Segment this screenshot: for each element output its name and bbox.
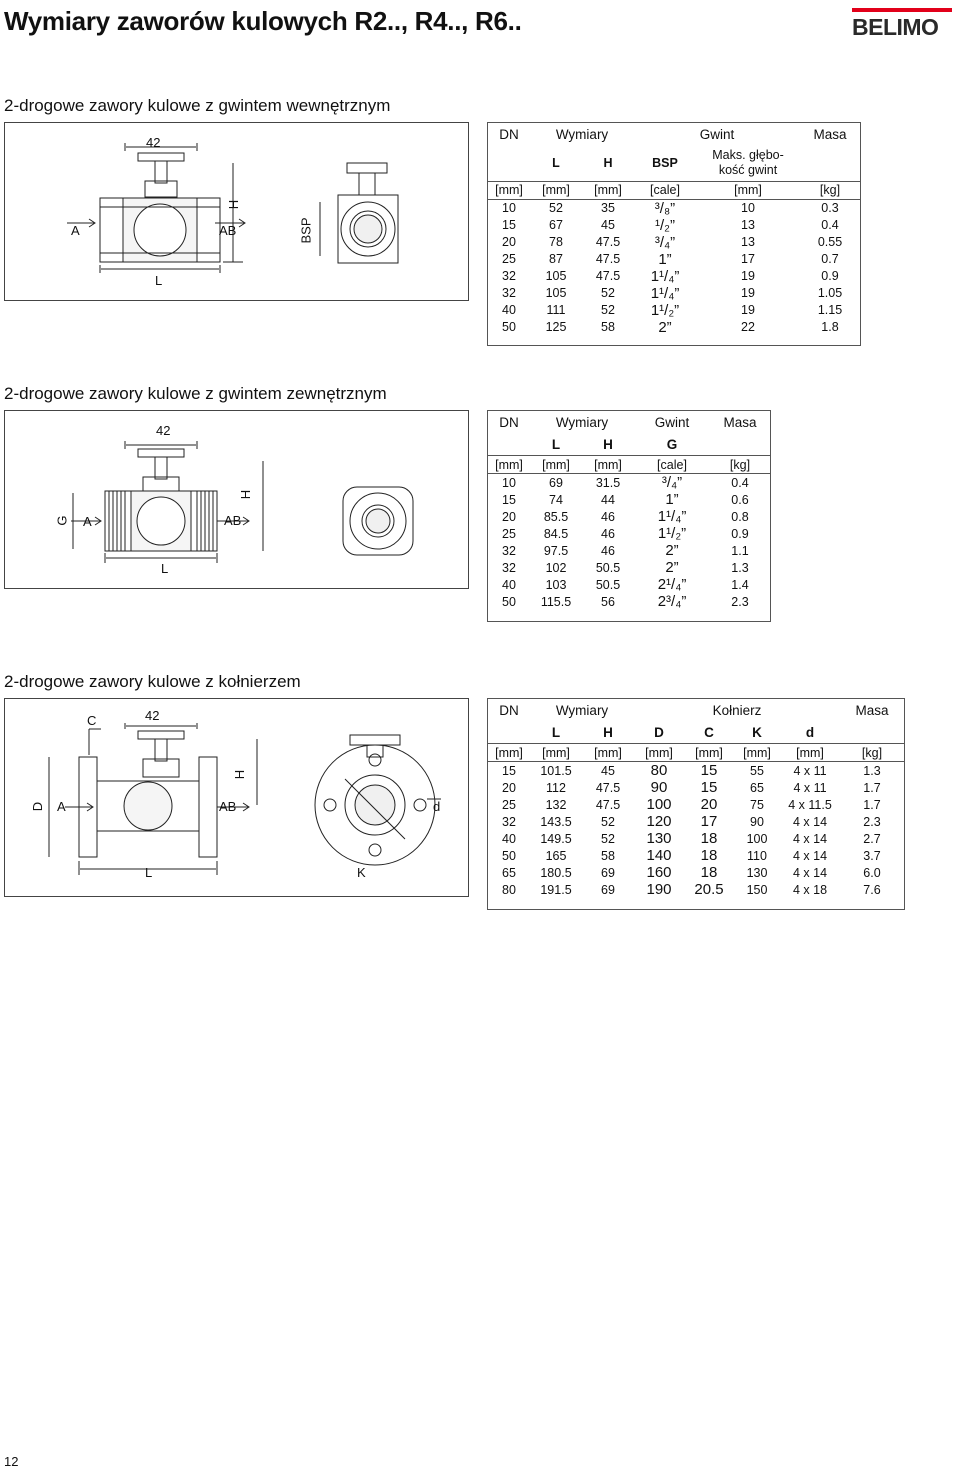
table-cell: 32 xyxy=(502,814,516,829)
table-row xyxy=(488,217,860,234)
unit-cell: [mm] xyxy=(582,744,634,762)
table-cell: ³/₄” xyxy=(654,233,676,251)
units-row xyxy=(488,456,770,474)
section3-heading: 2-drogowe zawory kulowe z kołnierzem xyxy=(4,672,301,691)
table-cell: 111 xyxy=(546,303,566,317)
table-cell: 102 xyxy=(545,560,567,575)
table-cell: 1.4 xyxy=(731,577,749,592)
dim-c-label: C xyxy=(87,713,97,728)
table-cell: 2.3 xyxy=(731,594,749,609)
table-cell: 52 xyxy=(601,303,615,317)
table-row xyxy=(488,268,860,285)
units-row xyxy=(488,181,860,199)
table-cell: 50 xyxy=(502,320,516,334)
table-row xyxy=(488,796,904,813)
table-cell: ³/₈” xyxy=(654,199,676,217)
table-cell: 115.5 xyxy=(540,594,572,609)
page-number: 12 xyxy=(4,1454,19,1469)
table-cell: 50.5 xyxy=(595,577,621,592)
table-cell: 13 xyxy=(741,218,755,232)
table-cell: 90 xyxy=(750,814,764,829)
unit-cell: [mm] xyxy=(684,744,734,762)
table-cell: 1.15 xyxy=(817,303,843,317)
table-cell: 1¹/₄” xyxy=(657,508,687,525)
table-row xyxy=(488,302,860,319)
unit-cell: [cale] xyxy=(634,181,696,199)
table-cell: 46 xyxy=(601,526,615,541)
table-row xyxy=(488,542,770,559)
table-cell: 69 xyxy=(601,882,615,897)
table-cell: 4 x 14 xyxy=(792,848,828,863)
table-cell: 110 xyxy=(747,848,767,863)
table-cell: 87 xyxy=(549,252,563,266)
table-row xyxy=(488,559,770,576)
table-cell: 191.5 xyxy=(540,882,572,897)
unit-cell: [cale] xyxy=(634,456,710,474)
table-cell: 50.5 xyxy=(595,560,621,575)
table-cell: 46 xyxy=(601,509,615,524)
header-masa: Masa xyxy=(813,126,847,142)
table-cell: 103 xyxy=(545,577,567,592)
table-cell: 18 xyxy=(700,847,718,864)
table-cell: 4 x 11 xyxy=(793,763,827,778)
dim-l-label: L xyxy=(155,273,163,288)
header-dn: DN xyxy=(499,702,519,718)
dim-42-label: 42 xyxy=(156,423,171,438)
table-cell: 15 xyxy=(502,763,516,778)
table-row xyxy=(488,779,904,796)
table-cell: 78 xyxy=(549,235,563,249)
header-wymiary: Wymiary xyxy=(555,126,609,142)
table-cell: 0.9 xyxy=(821,269,839,283)
table-cell: 15 xyxy=(700,762,718,779)
table-cell: 105 xyxy=(545,269,567,283)
dim-42-label: 42 xyxy=(146,135,161,150)
table-row xyxy=(488,864,904,881)
table-cell: 69 xyxy=(549,475,563,490)
table-row xyxy=(488,830,904,847)
table-cell: 50 xyxy=(502,594,516,609)
page-title: Wymiary zaworów kulowych R2.., R4.., R6.. xyxy=(4,6,522,36)
table-row xyxy=(488,251,860,268)
dim-l-label: L xyxy=(161,561,169,576)
table-cell: 47.5 xyxy=(595,252,621,266)
header-masa: Masa xyxy=(723,414,757,430)
unit-cell: [kg] xyxy=(840,744,904,762)
table-cell: 100 xyxy=(646,796,672,813)
table-row xyxy=(488,285,860,302)
table-cell: 18 xyxy=(700,830,718,847)
table-cell: 58 xyxy=(601,320,615,334)
dim-42-label: 42 xyxy=(145,708,160,723)
dim-h-label: H xyxy=(238,489,254,500)
table-row xyxy=(488,813,904,830)
table-cell: 0.9 xyxy=(731,526,749,541)
table-cell: 1¹/₂” xyxy=(657,525,687,542)
dim-d-label: D xyxy=(30,801,46,812)
table-row xyxy=(488,508,770,525)
table-cell: 2” xyxy=(665,542,679,559)
header-c: C xyxy=(704,724,714,740)
table-cell: 0.3 xyxy=(821,201,839,215)
header-l: L xyxy=(551,724,561,740)
table-cell: 2.3 xyxy=(863,814,881,829)
header-k: K xyxy=(752,724,762,740)
unit-cell: [mm] xyxy=(734,744,780,762)
table-cell: 10 xyxy=(741,201,755,215)
table-cell: 1” xyxy=(658,250,672,268)
header-h: H xyxy=(603,724,613,740)
table-cell: 20 xyxy=(502,780,516,795)
table-cell: 19 xyxy=(741,303,755,317)
table-row xyxy=(488,847,904,864)
unit-cell: [mm] xyxy=(488,456,530,474)
table-cell: 132 xyxy=(545,797,567,812)
table-cell: 40 xyxy=(502,577,516,592)
table-row xyxy=(488,881,904,898)
port-a-label: A xyxy=(83,514,92,529)
header-l: L xyxy=(552,155,560,170)
table-cell: 4 x 14 xyxy=(792,831,828,846)
header-dn: DN xyxy=(499,126,519,142)
table-cell: 130 xyxy=(646,830,672,847)
table-cell: 0.4 xyxy=(731,475,749,490)
table-row xyxy=(488,234,860,251)
section2-table xyxy=(488,411,770,610)
table-cell: 4 x 11.5 xyxy=(788,797,832,812)
table-cell: 32 xyxy=(502,543,516,558)
dim-g-label: G xyxy=(54,515,70,526)
table-cell: 165 xyxy=(545,848,567,863)
table-cell: 120 xyxy=(646,813,672,830)
table-cell: 1.3 xyxy=(863,763,881,778)
table-cell: 2³/₄” xyxy=(657,593,687,610)
unit-cell: [mm] xyxy=(530,181,582,199)
unit-cell: [mm] xyxy=(696,181,800,199)
table-cell: 40 xyxy=(502,831,516,846)
header-gwint: Gwint xyxy=(699,126,735,142)
table-row xyxy=(488,762,904,780)
header-bsp: BSP xyxy=(652,155,678,170)
table-cell: 17 xyxy=(741,252,755,266)
table-cell: 20.5 xyxy=(694,881,724,898)
table-cell: 160 xyxy=(646,864,672,881)
table-cell: 46 xyxy=(601,543,615,558)
table-cell: 80 xyxy=(650,762,668,779)
table-cell: 47.5 xyxy=(595,269,621,283)
table-cell: 1.7 xyxy=(863,797,881,812)
unit-cell: [mm] xyxy=(582,456,634,474)
logo-text: BELIMO xyxy=(852,14,939,40)
table-cell: 143.5 xyxy=(540,814,572,829)
table-cell: 0.7 xyxy=(821,252,839,266)
header-small-d: d xyxy=(805,724,815,740)
table-cell: 75 xyxy=(750,797,764,812)
table-cell: 1.1 xyxy=(731,543,749,558)
port-a-label: A xyxy=(57,799,66,814)
table-cell: 101.5 xyxy=(540,763,572,778)
table-cell: 32 xyxy=(502,286,516,300)
table-cell: 0.4 xyxy=(821,218,839,232)
port-ab-label: AB xyxy=(224,513,242,528)
flanged-valve-drawing xyxy=(5,699,468,896)
table-cell: 0.55 xyxy=(817,235,843,249)
table-cell: 56 xyxy=(601,594,615,609)
table-row xyxy=(488,593,770,610)
table-cell: 35 xyxy=(601,201,615,215)
table-cell: 15 xyxy=(502,218,516,232)
header-g: G xyxy=(666,436,678,452)
table-cell: 0.6 xyxy=(731,492,749,507)
table-cell: 47.5 xyxy=(595,797,621,812)
unit-cell: [mm] xyxy=(488,181,530,199)
table-cell: 22 xyxy=(741,320,755,334)
table-cell: 97.5 xyxy=(543,543,569,558)
table-cell: 112 xyxy=(546,780,566,795)
table-cell: 67 xyxy=(549,218,563,232)
units-row xyxy=(488,744,904,762)
table-cell: 105 xyxy=(545,286,567,300)
table-cell: 1¹/₄” xyxy=(650,267,680,285)
unit-cell: [mm] xyxy=(780,744,840,762)
header-gwint: Gwint xyxy=(654,414,690,430)
dim-small-d-label: d xyxy=(433,799,441,814)
table-cell: 2” xyxy=(665,559,679,576)
table-cell: 25 xyxy=(502,252,516,266)
section1-drawing xyxy=(4,122,469,301)
table-cell: 47.5 xyxy=(595,780,621,795)
port-ab-label: AB xyxy=(219,799,237,814)
header-l: L xyxy=(551,436,561,452)
table-cell: 4 x 18 xyxy=(792,882,828,897)
table-cell: 50 xyxy=(502,848,516,863)
header-dn: DN xyxy=(499,414,519,430)
table-cell: 17 xyxy=(700,813,718,830)
unit-cell: [kg] xyxy=(710,456,770,474)
unit-cell: [mm] xyxy=(530,744,582,762)
table-row xyxy=(488,525,770,542)
unit-cell: [mm] xyxy=(530,456,582,474)
table-cell: 1” xyxy=(665,491,679,508)
table-cell: 52 xyxy=(601,286,615,300)
table-cell: 6.0 xyxy=(863,865,881,880)
table-cell: 1.05 xyxy=(817,286,843,300)
table-cell: 1.7 xyxy=(863,780,881,795)
table-cell: 2¹/₄” xyxy=(657,576,687,593)
table-cell: 44 xyxy=(601,492,615,507)
section2-drawing xyxy=(4,410,469,589)
table-cell: 32 xyxy=(502,560,516,575)
table-cell: 55 xyxy=(750,763,764,778)
dim-l-label: L xyxy=(145,865,153,880)
port-ab-label: AB xyxy=(219,223,237,238)
table-cell: 45 xyxy=(601,218,615,232)
table-cell: 10 xyxy=(502,201,516,215)
table-cell: 52 xyxy=(601,814,615,829)
external-thread-valve-drawing xyxy=(5,411,468,588)
table-cell: 1.8 xyxy=(821,320,839,334)
table-cell: ¹/₂” xyxy=(655,216,675,234)
table-cell: 4 x 14 xyxy=(792,865,828,880)
table-cell: 90 xyxy=(650,779,668,796)
section2-heading: 2-drogowe zawory kulowe z gwintem zewnętrznym xyxy=(4,384,387,403)
table-cell: 2.7 xyxy=(863,831,881,846)
table-cell: 1.3 xyxy=(731,560,749,575)
unit-cell: [kg] xyxy=(800,181,860,199)
header-thread-depth: Maks. głębo- kość gwint xyxy=(712,147,784,177)
dim-k-label: K xyxy=(357,865,366,880)
table-cell: 130 xyxy=(746,865,768,880)
section3-drawing xyxy=(4,698,469,897)
table-cell: 3.7 xyxy=(863,848,881,863)
table-cell: 85.5 xyxy=(543,509,569,524)
table-cell: 100 xyxy=(746,831,768,846)
table-cell: 149.5 xyxy=(540,831,572,846)
table-row xyxy=(488,491,770,508)
header-kolnierz: Kołnierz xyxy=(712,702,762,718)
table-cell: 74 xyxy=(549,492,563,507)
header-d: D xyxy=(654,724,664,740)
dim-h-label: H xyxy=(232,769,248,780)
table-cell: 32 xyxy=(502,269,516,283)
table-row xyxy=(488,319,860,336)
table-cell: 52 xyxy=(601,831,615,846)
belimo-logo xyxy=(852,14,938,41)
table-cell: 125 xyxy=(545,320,567,334)
table-cell: 20 xyxy=(502,235,516,249)
table-cell: 2” xyxy=(658,318,672,336)
table-cell: 69 xyxy=(601,865,615,880)
header-wymiary: Wymiary xyxy=(555,702,609,718)
table-cell: 31.5 xyxy=(595,475,621,490)
table-cell: 40 xyxy=(502,303,516,317)
table-cell: 19 xyxy=(741,286,755,300)
dim-h-label: H xyxy=(226,199,242,210)
table-cell: 80 xyxy=(502,882,516,897)
internal-thread-valve-drawing xyxy=(5,123,468,300)
table-cell: 45 xyxy=(601,763,615,778)
table-cell: 65 xyxy=(502,865,516,880)
section1-table xyxy=(488,123,860,336)
table-cell: 190 xyxy=(646,881,672,898)
table-cell: 7.6 xyxy=(863,882,881,897)
table-cell: 20 xyxy=(502,509,516,524)
unit-cell: [mm] xyxy=(634,744,684,762)
dim-bsp-label: BSP xyxy=(298,217,314,244)
table-cell: ³/₄” xyxy=(661,474,683,491)
unit-cell: [mm] xyxy=(488,744,530,762)
table-cell: 52 xyxy=(549,201,563,215)
table-cell: 1¹/₂” xyxy=(650,301,680,319)
table-row xyxy=(488,474,770,492)
table-cell: 25 xyxy=(502,797,516,812)
header-h: H xyxy=(603,436,613,452)
table-cell: 140 xyxy=(646,847,672,864)
section1-heading: 2-drogowe zawory kulowe z gwintem wewnętrznym xyxy=(4,96,391,115)
table-cell: 47.5 xyxy=(595,235,621,249)
table-cell: 1¹/₄” xyxy=(650,284,680,302)
header-wymiary: Wymiary xyxy=(555,414,609,430)
table-cell: 65 xyxy=(750,780,764,795)
logo-accent-bar xyxy=(852,8,952,12)
table-cell: 15 xyxy=(700,779,718,796)
table-cell: 15 xyxy=(502,492,516,507)
header-h: H xyxy=(603,155,613,170)
table-cell: 4 x 11 xyxy=(793,780,827,795)
table-row xyxy=(488,199,860,217)
table-cell: 13 xyxy=(741,235,755,249)
header-masa: Masa xyxy=(855,702,889,718)
table-cell: 4 x 14 xyxy=(792,814,828,829)
table-cell: 20 xyxy=(700,796,718,813)
table-cell: 180.5 xyxy=(540,865,572,880)
table-cell: 25 xyxy=(502,526,516,541)
table-cell: 58 xyxy=(601,848,615,863)
table-cell: 19 xyxy=(741,269,755,283)
unit-cell: [mm] xyxy=(582,181,634,199)
table-cell: 150 xyxy=(746,882,768,897)
table-row xyxy=(488,576,770,593)
table-cell: 18 xyxy=(700,864,718,881)
port-a-label: A xyxy=(71,223,80,238)
table-cell: 0.8 xyxy=(731,509,749,524)
table-cell: 10 xyxy=(502,475,516,490)
table-cell: 84.5 xyxy=(543,526,569,541)
section3-table xyxy=(488,699,904,898)
